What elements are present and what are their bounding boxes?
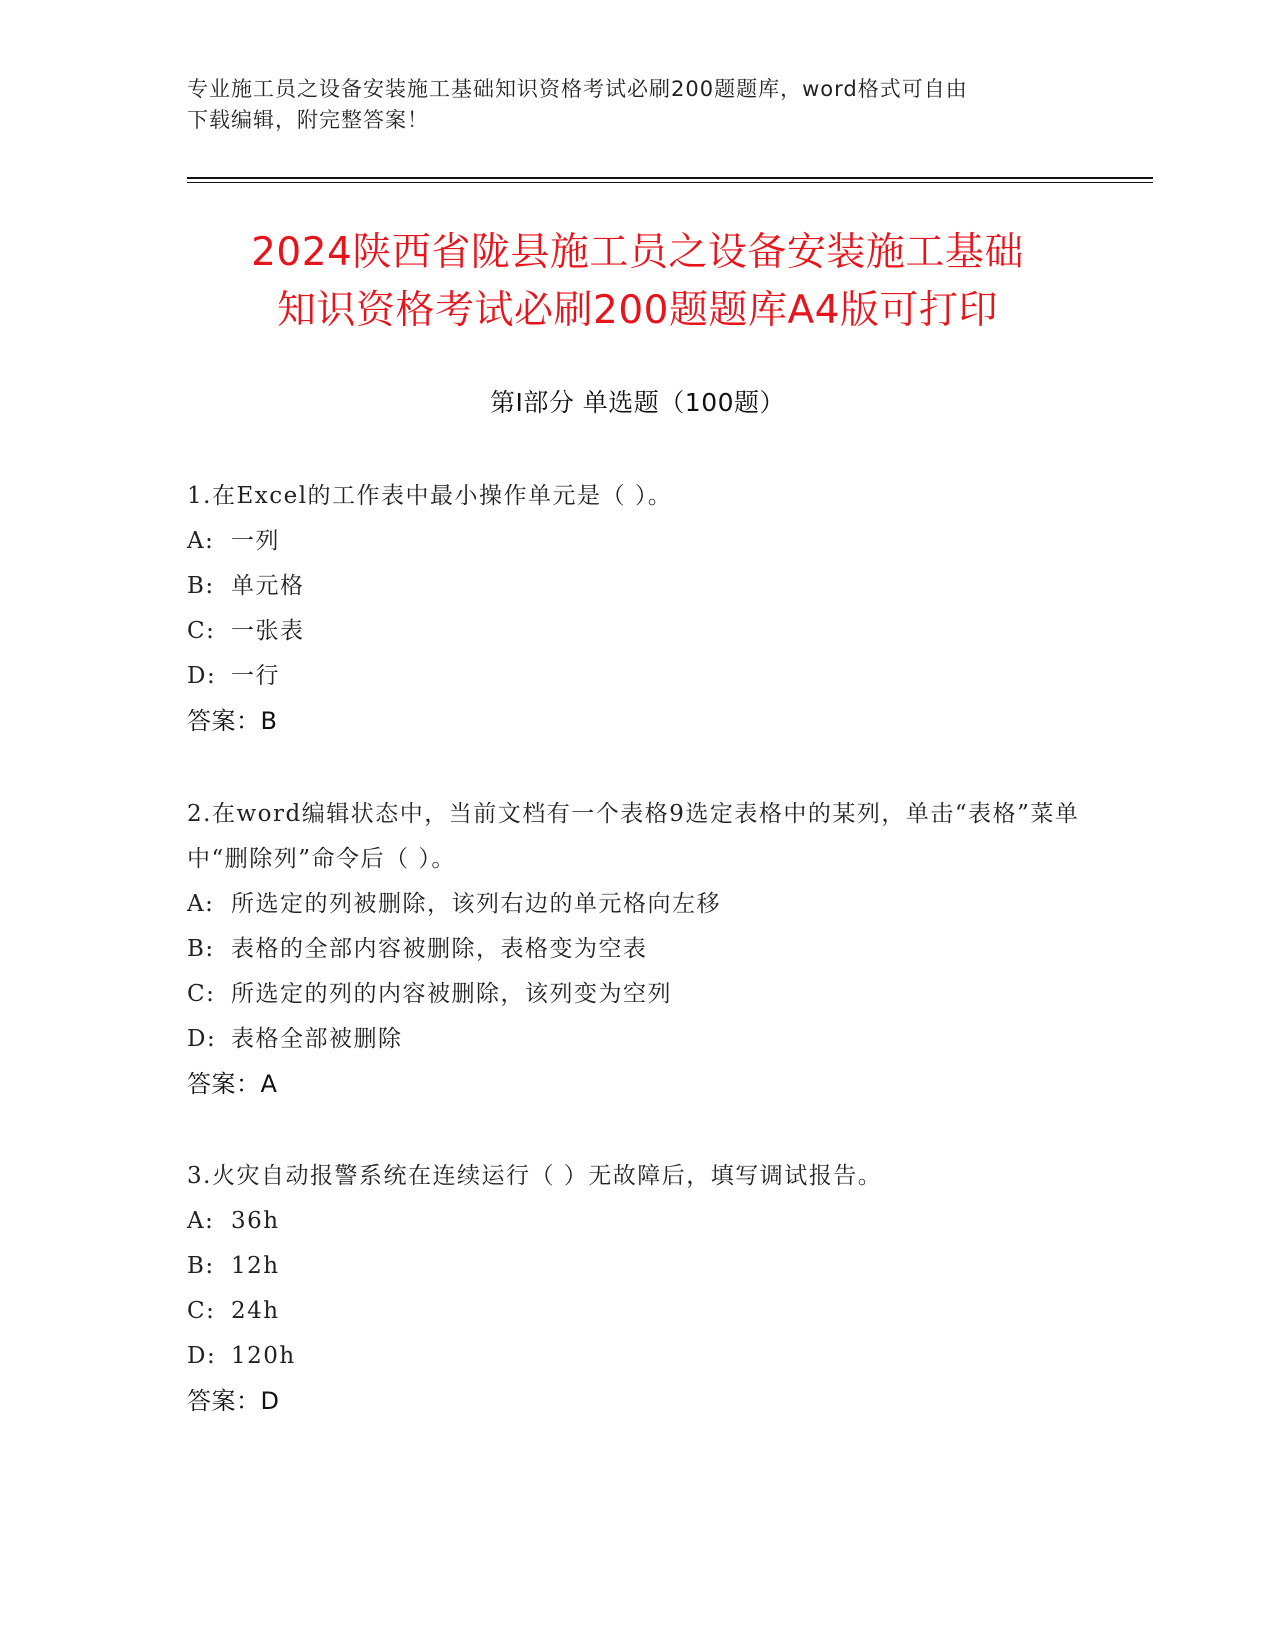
option-b [187, 927, 1087, 972]
question-1 [187, 474, 1087, 744]
header-note-line-2: 下载编辑，附完整答案！ [187, 108, 429, 132]
option-letter: B: [187, 573, 215, 599]
question-3 [187, 1154, 1087, 1424]
header-divider-thick [187, 177, 1153, 179]
option-c [187, 972, 1087, 1017]
option-letter: B: [187, 1253, 215, 1279]
option-a [187, 519, 1087, 564]
header-divider-thin [187, 182, 1153, 183]
option-letter: A: [187, 1208, 215, 1234]
option-text: 12h [231, 1253, 280, 1279]
option-text: 所选定的列被删除，该列右边的单元格向左移 [231, 891, 721, 917]
document-title-line-2: 知识资格考试必刷200题题库A4版可打印 [277, 288, 998, 333]
option-text: 表格全部被删除 [231, 1026, 403, 1052]
option-text: 一列 [231, 528, 280, 554]
option-b [187, 1244, 1087, 1289]
option-a [187, 1199, 1087, 1244]
option-letter: C: [187, 1298, 216, 1324]
question-stem: 3.火灾自动报警系统在连续运行（ ）无故障后，填写调试报告。 [187, 1163, 883, 1189]
option-letter: A: [187, 891, 215, 917]
option-c [187, 609, 1087, 654]
document-title [160, 224, 1115, 340]
option-letter: C: [187, 981, 216, 1007]
option-letter: D: [187, 1026, 217, 1052]
option-text: 24h [231, 1298, 280, 1324]
option-text: 一张表 [231, 618, 305, 644]
option-c [187, 1289, 1087, 1334]
header-note [187, 74, 1087, 136]
answer-line: 答案：A [187, 1070, 278, 1098]
option-letter: B: [187, 936, 215, 962]
question-stem: 2.在word编辑状态中，当前文档有一个表格9选定表格中的某列，单击“表格”菜单中“删除列”命令后（ ）。 [187, 801, 1080, 872]
option-letter: D: [187, 1343, 217, 1369]
question-stem: 1.在Excel的工作表中最小操作单元是（ ）。 [187, 483, 673, 509]
option-a [187, 882, 1087, 927]
option-text: 一行 [231, 663, 280, 689]
option-letter: C: [187, 618, 216, 644]
answer-line: 答案：D [187, 1387, 280, 1415]
option-d [187, 654, 1087, 699]
option-text: 36h [231, 1208, 280, 1234]
option-b [187, 564, 1087, 609]
header-note-line-1: 专业施工员之设备安装施工基础知识资格考试必刷200题题库，word格式可自由 [187, 77, 968, 101]
option-letter: A: [187, 528, 215, 554]
option-letter: D: [187, 663, 217, 689]
document-title-line-1: 2024陕西省陇县施工员之设备安装施工基础 [251, 230, 1024, 275]
option-text: 所选定的列的内容被删除，该列变为空列 [231, 981, 672, 1007]
option-d [187, 1017, 1087, 1062]
answer-line: 答案：B [187, 707, 278, 735]
option-text: 120h [231, 1343, 296, 1369]
question-2 [187, 792, 1087, 1107]
option-text: 单元格 [231, 573, 305, 599]
option-text: 表格的全部内容被删除，表格变为空表 [231, 936, 648, 962]
section-heading: 第Ⅰ部分 单选题（100题） [489, 388, 786, 417]
option-d [187, 1334, 1087, 1379]
